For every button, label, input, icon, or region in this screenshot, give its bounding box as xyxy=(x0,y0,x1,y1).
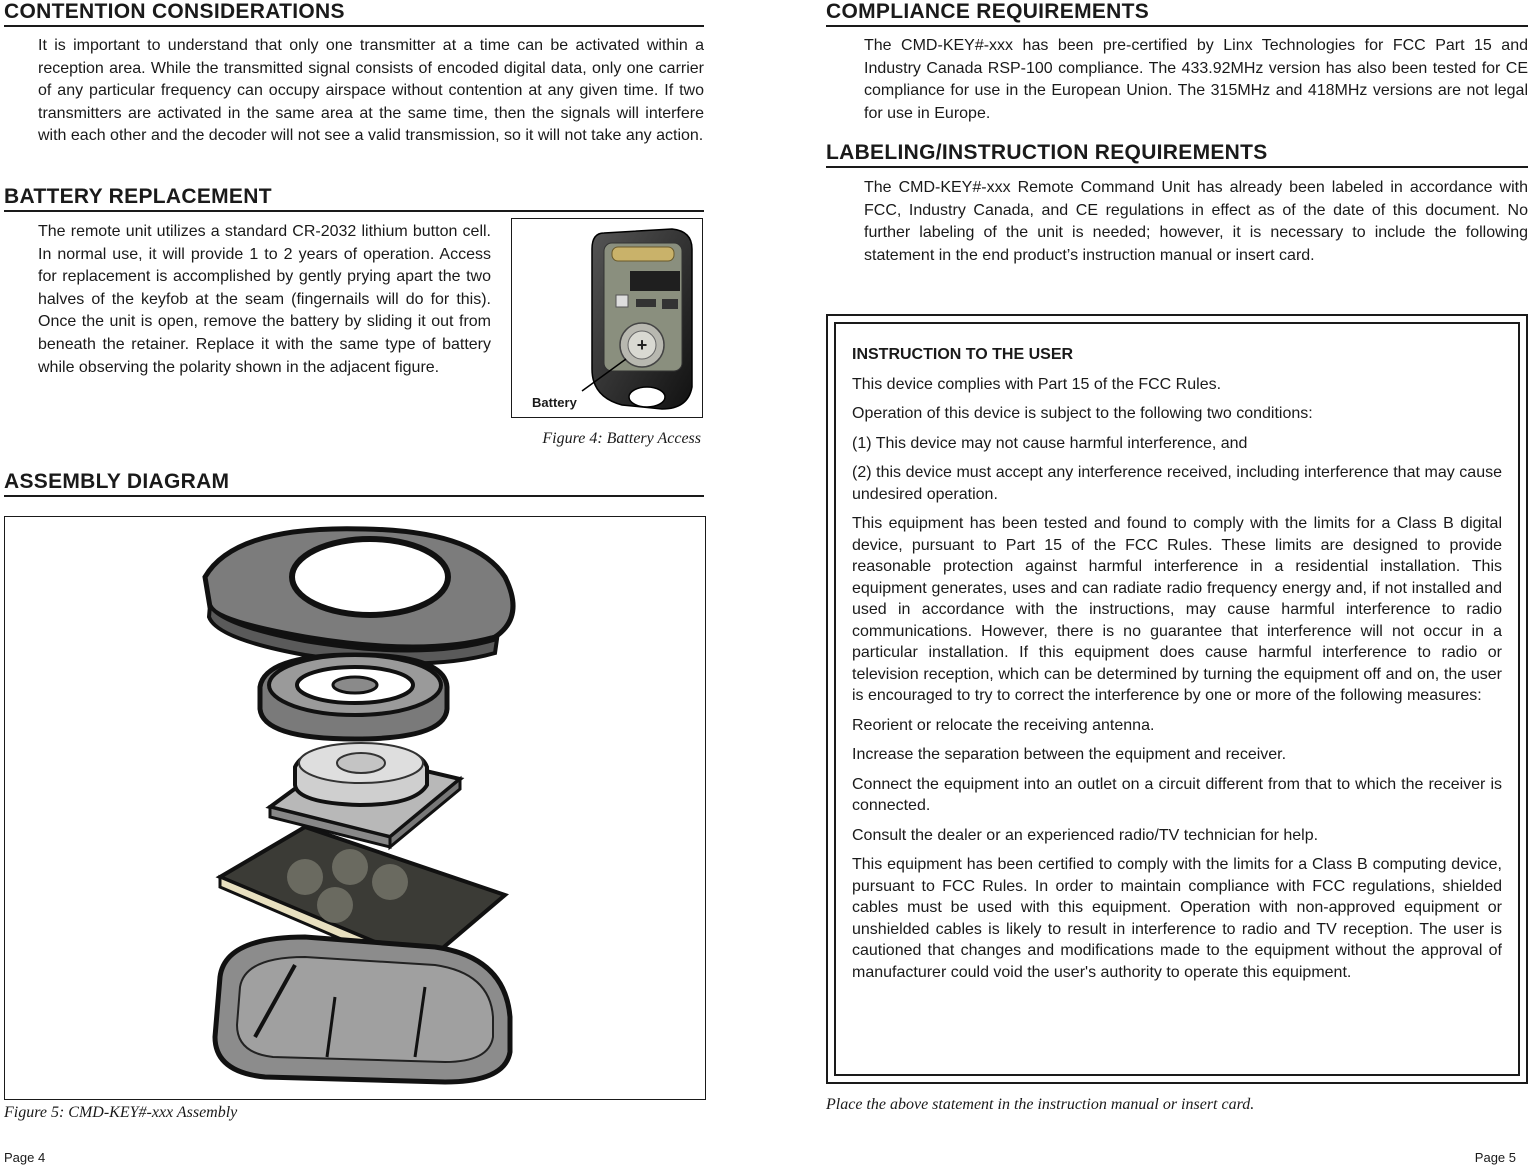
placement-note: Place the above statement in the instruction manual or insert card. xyxy=(826,1096,1255,1113)
antenna-trace xyxy=(612,247,674,261)
page-number-right: Page 5 xyxy=(1474,1150,1516,1165)
contention-text: It is important to understand that only one transmitter at a time can be activated within a reception area. While the transmitted signal consists of encoded digital data, only one carrier of any particular frequency can occupy airspace without contention at any given time. If two transmitters are activated in the same area at the same time, then the signals will interfere with each other and the decoder will not see a valid transmission, so it will not take any action. xyxy=(38,37,704,145)
compliance-heading: COMPLIANCE REQUIREMENTS xyxy=(826,0,1528,27)
instruction-paragraph: (1) This device may not cause harmful interference, and xyxy=(852,434,1248,452)
battery-figure-caption: Figure 4: Battery Access xyxy=(542,430,701,447)
instruction-paragraph: Increase the separation between the equipment and receiver. xyxy=(852,746,1287,763)
labeling-heading: LABELING/INSTRUCTION REQUIREMENTS xyxy=(826,141,1528,168)
instruction-paragraph: Consult the dealer or an experienced radio/TV technician for help. xyxy=(852,826,1319,844)
instruction-statement-box xyxy=(826,314,1528,1084)
instruction-paragraph: This equipment has been certified to comply with the limits for a Class B computing device, pursuant to FCC Rules. In order to maintain compliance with FCC regulations, shielded cables must be used with this equipment. Operation with non-approved equipment or unshielded cables is likely to result in interference to radio and TV reception. The user is cautioned that changes and modifications made to the equipment without the approval of manufacturer could void the user's authority to operate this equipment. xyxy=(852,856,1502,981)
keyfob-open-illustration xyxy=(512,219,702,417)
bottom-cover-part xyxy=(215,937,510,1082)
page-number-left: Page 4 xyxy=(4,1150,46,1165)
instruction-paragraph: This device complies with Part 15 of the FCC Rules. xyxy=(852,375,1222,393)
compliance-text: The CMD-KEY#-xxx has been pre-certified by Linx Technologies for FCC Part 15 and Industry Canada RSP-100 compliance. The 433.92MHz version has also been tested for CE compliance for use in the European Union. The 315MHz and 418MHz versions are not legal for use in Europe. xyxy=(864,37,1528,122)
assembly-figure-caption: Figure 5: CMD-KEY#-xxx Assembly xyxy=(4,1104,238,1121)
instruction-paragraph: Connect the equipment into an outlet on a circuit different from that to which the receiver is connected. xyxy=(852,775,1502,814)
battery-text: The remote unit utilizes a standard CR-2032 lithium button cell. In normal use, it will provide 1 to 2 years of operation. Access for replacement is accomplished by gently prying apart the two halves of the keyfob at the seam (fingernails will do for this). Once the unit is open, remove the battery by sliding it out from beneath the retainer. Replace it with the same type of battery while observing the polarity shown in the adjacent figure. xyxy=(38,223,491,376)
polarity-plus-sign: + xyxy=(636,335,648,355)
assembly-diagram-figure xyxy=(4,516,706,1100)
exploded-assembly-illustration xyxy=(5,517,705,1099)
instruction-paragraph: This equipment has been tested and found to comply with the limits for a Class B digital device, pursuant to Part 15 of the FCC Rules. These limits are designed to provide reasonable protection against harmful interference in a residential installation. This equipment generates, uses and can radiate radio frequency energy and, if not installed and used in accordance with the instructions, may cause harmful interference to radio communications. However, there is no guarantee that interference will not occur in a particular installation. If this equipment does cause harmful interference to radio or television reception, which can be determined by turning the equipment off and on, the user is encouraged to try to correct the interference by one or more of the following measures: xyxy=(852,515,1502,704)
keyring-hole xyxy=(629,387,665,407)
component xyxy=(662,299,678,309)
battery-figure-label: Battery xyxy=(532,395,577,410)
labeling-text: The CMD-KEY#-xxx Remote Command Unit has already been labeled in accordance with FCC, Industry Canada, and CE regulations in effect as of the date of this document. No further labeling of the unit is needed; however, it is necessary to include the following statement in the end product’s instruction manual or insert card. xyxy=(864,179,1528,264)
instruction-paragraph: (2) this device must accept any interference received, including interference that may cause undesired operation. xyxy=(852,464,1502,503)
instruction-title: INSTRUCTION TO THE USER xyxy=(852,346,1074,363)
battery-heading: BATTERY REPLACEMENT xyxy=(4,185,704,212)
contention-heading: CONTENTION CONSIDERATIONS xyxy=(4,0,704,27)
top-cover-part xyxy=(205,529,513,664)
instruction-paragraph: Operation of this device is subject to the following two conditions: xyxy=(852,405,1313,422)
instruction-paragraph: Reorient or relocate the receiving antenna. xyxy=(852,716,1155,734)
assembly-heading: ASSEMBLY DIAGRAM xyxy=(4,470,704,497)
component xyxy=(636,299,656,307)
component xyxy=(616,295,628,307)
instruction-statement-inner xyxy=(834,322,1520,1076)
battery-access-figure xyxy=(511,218,703,418)
ic-chip xyxy=(630,271,680,291)
button-retainer-part xyxy=(260,655,447,739)
